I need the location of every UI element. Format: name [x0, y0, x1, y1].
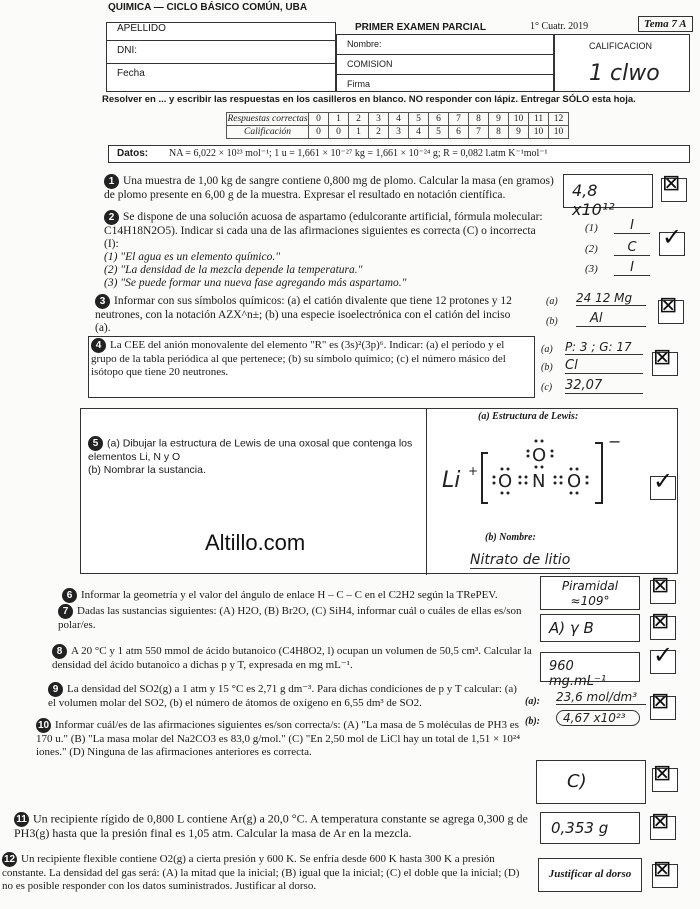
q4-label-c: (c)	[541, 382, 553, 393]
mark-10	[652, 761, 678, 792]
answers-row-grade	[227, 126, 569, 139]
answer-3b[interactable]: Al	[576, 311, 646, 327]
answers-cell: 6	[429, 113, 449, 126]
mark-6	[650, 573, 676, 604]
cross-icon: ⊠	[662, 171, 681, 196]
lewis-charge: −	[608, 432, 622, 451]
answers-cell: 11	[529, 113, 549, 126]
question-number: 8	[52, 644, 67, 659]
answers-cell: 1	[349, 126, 369, 139]
cross-icon: ⊠	[651, 573, 670, 598]
name-label: (b) Nombre:	[485, 532, 536, 543]
statement-3: (3) "Se puede formar una nueva fase agregando más aspartamo."	[104, 277, 407, 289]
question-6	[62, 588, 532, 603]
answers-cell: 5	[409, 113, 429, 126]
firma-label: Firma	[347, 79, 370, 89]
question-number: 2	[104, 210, 119, 225]
question-text: Se dispone de una solución acuosa de aspartamo (edulcorante artificial, fórmula molecular: C14H18N2O5). Indicar si cada una de las afirmaciones siguientes es correcta (C) o incorrecta (I):	[104, 211, 543, 250]
answers-cell: 3	[369, 113, 389, 126]
question-1	[104, 174, 559, 202]
q2-label-2: (2)	[585, 243, 598, 255]
answer-8[interactable]: 960 mg.mL⁻¹	[540, 652, 640, 682]
answer-2-1[interactable]: I	[614, 218, 650, 234]
answer-3a[interactable]: 24 12 Mg	[576, 291, 646, 306]
nombre-label: Nombre:	[347, 39, 382, 49]
mark-8	[650, 641, 676, 674]
question-11	[14, 812, 534, 840]
lewis-title: (a) Estructura de Lewis:	[478, 411, 579, 422]
check-icon: ✓	[653, 641, 674, 669]
calificacion-label: CALIFICACION	[589, 41, 653, 51]
answers-cell: 12	[549, 113, 569, 126]
q3-label-b: (b)	[546, 316, 558, 327]
cross-icon: ⊠	[659, 293, 678, 318]
cross-icon: ⊠	[651, 609, 670, 634]
question-text: Una muestra de 1,00 kg de sangre contiene 0,800 mg de plomo. Calcular la masa (en gramos) de plomo presente en 6,00 g de la muestra. Expresar el resultado en notación científica.	[104, 175, 554, 201]
question-text: La CEE del anión monovalente del elemento "R" es (3s)²(3p)⁶. Indicar: (a) el período y el grupo de la tabla periódica al que pertenece; (b) su símbolo químico; (c) el número másico del isótopo que tiene 20 neutrones.	[91, 339, 506, 378]
lewis-atom-o: O	[532, 445, 547, 466]
mark-9	[650, 689, 676, 720]
question-number: 5	[88, 436, 103, 451]
mark-3	[658, 293, 684, 324]
cross-icon: ⊠	[651, 809, 670, 834]
answer-4a[interactable]: P: 3 ; G: 17	[565, 340, 643, 355]
row-label: Calificación	[227, 126, 309, 139]
question-number: 7	[58, 604, 73, 619]
exam-title: PRIMER EXAMEN PARCIAL	[355, 22, 486, 33]
mark-11	[650, 809, 676, 840]
question-text: Un recipiente rígido de 0,800 L contiene Ar(g) a 20,0 °C. A temperatura constante se agrega 0,300 g de PH3(g) hasta que la presión final es 1,05 atm. Calcular la masa de Ar en la mezcla.	[14, 811, 528, 840]
question-number: 6	[62, 588, 77, 603]
question-text: Dadas las sustancias siguientes: (A) H2O, (B) Br2O, (C) SiH4, informar cuál o cuáles de ellas es/son polar/es.	[58, 605, 522, 631]
cross-icon: ⊠	[651, 689, 670, 714]
answer-7[interactable]: A) γ B	[540, 614, 640, 642]
answer-2-3[interactable]: I	[614, 260, 650, 276]
question-number: 12	[3, 854, 16, 865]
watermark: Altillo.com	[205, 530, 306, 555]
q4-label-a: (a)	[541, 344, 553, 355]
question-5	[88, 436, 423, 477]
question-3	[95, 294, 525, 335]
answers-cell: 5	[429, 126, 449, 139]
check-icon: ✓	[662, 223, 683, 251]
course-title: QUIMICA — CICLO BÁSICO COMÚN, UBA	[108, 2, 308, 13]
question-7	[58, 604, 538, 632]
q3-label-a: (a)	[546, 296, 558, 307]
question-9	[48, 682, 518, 710]
lewis-atom-n: N	[532, 471, 546, 492]
statement-2: (2) "La densidad de la mezcla depende la temperatura."	[104, 264, 363, 276]
answer-9a[interactable]: 23,6 mol/dm³	[556, 690, 646, 705]
question-text: Informar con sus símbolos químicos: (a) el catión divalente que tiene 12 protones y 12 neutrones, con la notación AZX^n±; (b) una especie isoelectrónica con el catión del inciso (a).	[95, 295, 512, 334]
plus-sign: +	[468, 464, 479, 478]
answers-cell: 8	[489, 126, 509, 139]
question-text: Informar cuál/es de las afirmaciones siguientes es/son correcta/s: (A) "La masa de 5 moléculas de PH3 es 170 u." (B) "La masa molar del Na2CO3 es 83,0 g/mol." (C) "En 2,50 mol de LiCl hay un total de 1,51 × 10²⁴ iones." (D) Ninguna de las afirmaciones anteriores es correcta.	[36, 719, 521, 758]
grade-box	[554, 34, 690, 92]
answer-1[interactable]: 4,8 x10¹²	[563, 174, 653, 208]
check-icon: ✓	[653, 467, 674, 495]
cross-icon: ⊠	[653, 857, 672, 882]
answers-cell: 9	[489, 113, 509, 126]
instructions: Resolver en ... y escribir las respuestas en los casilleros en blanco. NO responder con lápiz. Entregar SÓLO esta hoja.	[102, 94, 636, 105]
q2-label-3: (3)	[585, 263, 598, 275]
mark-4	[652, 345, 678, 376]
answers-cell: 2	[349, 113, 369, 126]
answers-cell: 10	[529, 126, 549, 139]
answer-6-geometry: Piramidal	[561, 579, 619, 593]
answers-cell: 3	[389, 126, 409, 139]
question-number: 3	[95, 294, 110, 309]
lewis-atom-o: O	[498, 471, 513, 492]
mark-2	[659, 223, 685, 256]
cross-icon: ⊠	[653, 761, 672, 786]
lewis-atom-o: O	[567, 471, 582, 492]
answer-5[interactable]: Nitrato de litio	[470, 552, 571, 568]
answers-cell: 2	[369, 126, 389, 139]
dni-label: DNI:	[117, 45, 137, 56]
grade-value: 1 clwo	[589, 61, 660, 86]
answers-cell: 7	[469, 126, 489, 139]
student-id-box	[106, 22, 336, 92]
answers-cell: 4	[389, 113, 409, 126]
question-number: 11	[14, 812, 29, 827]
question-8	[52, 644, 537, 672]
answer-2-2[interactable]: C	[614, 240, 650, 256]
q2-label-1: (1)	[585, 222, 598, 234]
answer-10[interactable]: C)	[536, 760, 646, 804]
lewis-structure	[440, 425, 630, 515]
statement-1: (1) "El agua es un elemento químico."	[104, 251, 281, 263]
answers-cell: 9	[509, 126, 529, 139]
answers-cell: 0	[309, 113, 329, 126]
question-text: (a) Dibujar la estructura de Lewis de una oxosal que contenga los elementos Li, N y O	[88, 437, 413, 463]
lewis-cation: Li	[442, 468, 461, 493]
term: 1° Cuatr. 2019	[530, 21, 589, 32]
answers-cell: 4	[409, 126, 429, 139]
question-text: La densidad del SO2(g) a 1 atm y 15 °C es 2,71 g dm⁻³. Para dichas condiciones de p y T calcular: (a) el volumen molar del SO2, (b) el número de átomos de oxígeno en 6,55 dm³ de SO2.	[48, 683, 517, 709]
row-label: Respuestas correctas	[227, 114, 308, 124]
answer-11[interactable]: 0,353 g	[540, 812, 640, 844]
answers-cell: 0	[329, 126, 349, 139]
question-text-b: (b) Nombrar la sustancia.	[88, 464, 206, 476]
answer-6[interactable]	[540, 576, 640, 610]
comision-label: COMISION	[347, 59, 393, 69]
question-text: A 20 °C y 1 atm 550 mmol de ácido butanoico (C4H8O2, l) ocupan un volumen de 50,5 cm³. Calcular la densidad del ácido butanoico a dichas p y T, expresada en mg mL⁻¹.	[52, 645, 532, 671]
cross-icon: ⊠	[653, 345, 672, 370]
q9-label-b: (b):	[525, 716, 540, 727]
answer-4c[interactable]: 32,07	[565, 378, 643, 394]
right-bracket	[595, 443, 602, 503]
mark-1	[661, 171, 687, 202]
answer-4b[interactable]: Cl	[565, 358, 643, 374]
q9-label-a: (a):	[525, 696, 540, 707]
question-text: Un recipiente flexible contiene O2(g) a cierta presión y 600 K. Se enfría desde 600 K hasta 300 K a presión constante. La densidad del gas será: (A) la mitad que la inicial; (B) igual que la inicial; (C) el doble que la inicial; (D) no es posible responder con los datos suministrados. Justificar al dorso.	[2, 853, 520, 892]
question-12	[2, 852, 532, 893]
apellido-label: APELLIDO	[117, 23, 166, 34]
question-number: 9	[48, 682, 63, 697]
answers-cell: 8	[469, 113, 489, 126]
answers-cell: 0	[309, 126, 329, 139]
answers-cell: 10	[509, 113, 529, 126]
question-number: 10	[37, 720, 50, 731]
answers-row-correct	[227, 113, 569, 126]
fecha-label: Fecha	[117, 68, 145, 79]
answers-cell: 10	[549, 126, 569, 139]
datos-box	[108, 145, 690, 163]
question-10	[36, 718, 526, 759]
tema-badge: Tema 7 A	[638, 16, 693, 32]
datos-label: Datos:	[117, 148, 149, 159]
question-text: Informar la geometría y el valor del ángulo de enlace H – C – C en el C2H2 según la TRePEV.	[81, 589, 498, 602]
left-bracket	[482, 453, 488, 503]
answers-cell: 6	[449, 126, 469, 139]
answer-12[interactable]: Justificar al dorso	[538, 858, 642, 892]
answer-9b[interactable]: 4,67 x10²³	[556, 710, 640, 726]
q4-label-b: (b)	[541, 362, 553, 373]
answer-6-angle: ≈109°	[570, 594, 610, 608]
answers-cell: 1	[329, 113, 349, 126]
student-name-box	[336, 34, 554, 92]
question-2	[104, 210, 544, 290]
answers-cell: 7	[449, 113, 469, 126]
mark-5	[650, 467, 676, 500]
question-number: 1	[104, 174, 119, 189]
mark-7	[650, 609, 676, 640]
question-4	[91, 338, 531, 379]
answers-table	[226, 112, 569, 139]
question-number: 4	[91, 338, 106, 353]
mark-12	[652, 857, 678, 888]
datos-text: NA = 6,022 × 10²³ mol⁻¹; 1 u = 1,661 × 10⁻²⁷ kg = 1,661 × 10⁻²⁴ g; R = 0,082 l.atm K⁻¹mol⁻¹	[169, 148, 548, 159]
